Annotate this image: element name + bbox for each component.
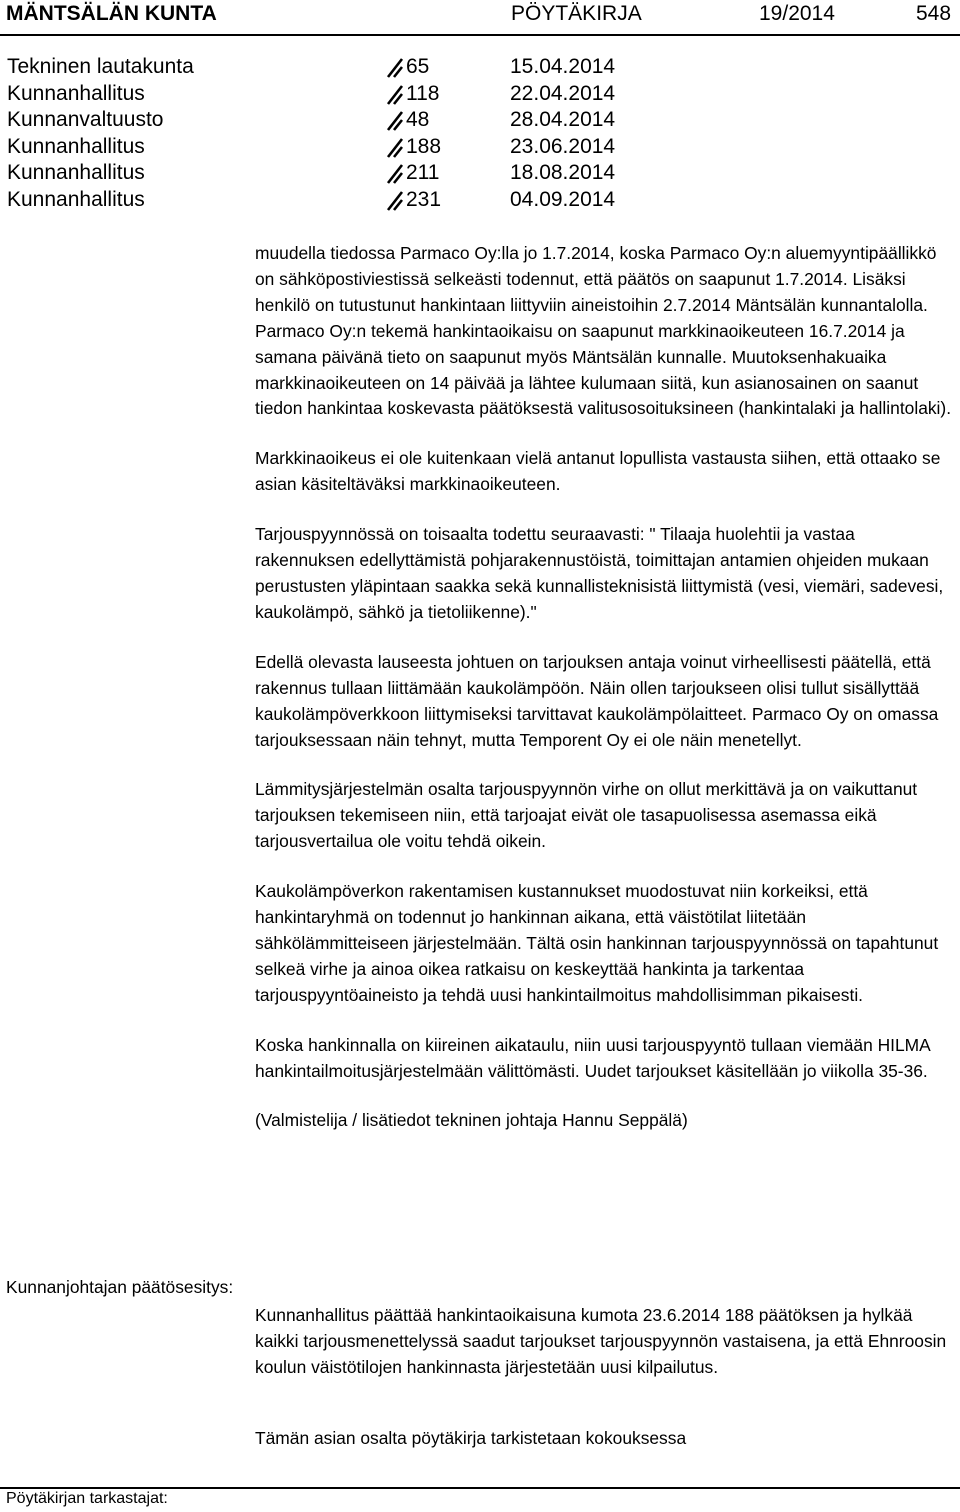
history-date: 22.04.2014 — [510, 81, 616, 105]
page-number: 548 — [916, 2, 952, 25]
history-body: Kunnanhallitus — [7, 81, 145, 105]
paragraph: Tarjouspyynnössä on toisaalta todettu seuraavasti: " Tilaaja huolehtii ja vastaa rakennuksen edellyttämistä pohjarakennustöistä, toimittajan antamien ohjeiden mukaan perustusten yläpintaan saakka sekä kunnallisteknisistä liittymistä (vesi, viemäri, sadevesi, kaukolämpö, sähkö ja tietoliikenne)." — [255, 524, 944, 622]
history-body: Kunnanhallitus — [7, 187, 145, 211]
history-section: 231 — [406, 187, 442, 211]
history-date: 18.08.2014 — [510, 161, 616, 184]
section-icon — [386, 164, 404, 184]
proposal-text: Kunnanhallitus päättää hankintaoikaisuna kumota 23.6.2014 188 päätöksen ja hylkää kaikki tarjousmenettelyssä saadut tarjoukset tarjouspyynnön vastaisena, ja että Ehnroosin koulun väistötilojen hankinnasta järjestetään uusi kilpailutus. — [255, 1305, 947, 1377]
history-row — [0, 55, 960, 82]
section-icon — [386, 191, 404, 211]
paragraph: Lämmitysjärjestelmän osalta tarjouspyynnön virhe on ollut merkittävä ja on vaikuttanut tarjouksen tekemiseen niin, että tarjoajat eivät ole tasapuolisessa asemassa eikä tarjousvertailua ole voitu tehdä oikein. — [255, 779, 918, 852]
footer-divider — [0, 1487, 960, 1489]
document-header — [0, 0, 960, 30]
history-section: 118 — [406, 81, 440, 105]
history-date: 23.06.2014 — [510, 134, 616, 158]
history-body: Kunnanvaltuusto — [7, 108, 164, 131]
history-date: 28.04.2014 — [510, 108, 616, 131]
history-body: Tekninen lautakunta — [7, 55, 194, 78]
history-row — [0, 135, 960, 162]
organization-name: MÄNTSÄLÄN KUNTA — [6, 2, 217, 25]
final-text: Tämän asian osalta pöytäkirja tarkistetaan kokouksessa — [255, 1428, 687, 1448]
history-body: Kunnanhallitus — [7, 161, 145, 184]
history-section: 48 — [406, 108, 430, 131]
history-section: 211 — [406, 161, 440, 184]
document-type: PÖYTÄKIRJA — [511, 2, 642, 25]
preparer-note: (Valmistelija / lisätiedot tekninen johtaja Hannu Seppälä) — [255, 1110, 688, 1131]
proposal-label: Kunnanjohtajan päätösesitys: — [6, 1277, 234, 1297]
history-row — [0, 188, 960, 215]
paragraph: muudella tiedossa Parmaco Oy:lla jo 1.7.2014, koska Parmaco Oy:n aluemyyntipäällikkö on sähköpostiviestissä selkeästi todennut, että päätös on saapunut 1.7.2014. Lisäksi henkilö on tutustunut hankintaan liittyviin aineistoihin 2.7.2014 Mäntsälän kunnantalolla. Parmaco Oy:n tekemä hankintaoikaisu on saapunut markkinaoikeuteen 16.7.2014 ja samana päivänä tieto on saapunut myös Mäntsälän kunnalle. Muutoksenhakuaika markkinaoikeuteen on 14 päivää ja lähtee kulumaan siitä, kun asianosainen on saanut tiedon hankintaa koskevasta päätöksestä valitusosoituksineen (hankintalaki ja hallintolaki). — [255, 243, 952, 419]
history-date: 04.09.2014 — [510, 187, 616, 211]
case-description — [255, 241, 955, 1158]
history-row — [0, 108, 960, 135]
section-icon — [386, 111, 404, 131]
history-row — [0, 82, 960, 109]
final-note — [255, 1426, 955, 1476]
issue-number: 19/2014 — [759, 2, 835, 25]
history-date: 15.04.2014 — [510, 55, 616, 78]
history-section: 65 — [406, 55, 430, 78]
section-icon — [386, 85, 404, 105]
history-body: Kunnanhallitus — [7, 134, 145, 158]
paragraph: Kaukolämpöverkon rakentamisen kustannukset muodostuvat niin korkeiksi, että hankintaryhmä on todennut jo hankinnan aikana, että väistötilat liitetään sähkölämmitteiseen järjestelmään. Tältä osin hankinnan tarjouspyynnössä on tapahtunut selkeä virhe ja ainoa oikea ratkaisu on keskeyttää hankinta ja tarkentaa tarjouspyyntöaineisto ja tehdä uusi hankintailmoitus mahdollisimman pikaisesti. — [255, 881, 939, 1005]
history-row — [0, 161, 960, 188]
decision-proposal — [255, 1303, 955, 1405]
section-icon — [386, 138, 404, 158]
section-icon — [386, 58, 404, 78]
minutes-checkers-label: Pöytäkirjan tarkastajat: — [6, 1490, 168, 1507]
paragraph: Markkinaoikeus ei ole kuitenkaan vielä antanut lopullista vastausta siihen, että ottaako se asian käsiteltäväksi markkinaoikeuteen. — [255, 448, 941, 495]
paragraph: Koska hankinnalla on kiireinen aikataulu, niin uusi tarjouspyyntö tullaan viemään HILMA hankintailmoitusjärjestelmään välittömästi. Uudet tarjoukset käsitellään jo viikolla 35-36. — [255, 1034, 930, 1081]
paragraph: Edellä olevasta lauseesta johtuen on tarjouksen antaja voinut virheellisesti päätellä, että rakennus tullaan liittämään kaukolämpöön. Näin ollen tarjoukseen olisi tullut sisällyttää kaukolämpöverkkoon liittymiseksi tarvittavat kaukolämpölaitteet. Parmaco Oy on omassa tarjouksessaan näin tehnyt, mutta Temporent Oy ei ole näin menetellyt. — [255, 651, 939, 750]
history-section: 188 — [406, 134, 442, 158]
header-divider — [0, 34, 960, 36]
handling-history — [0, 55, 960, 214]
